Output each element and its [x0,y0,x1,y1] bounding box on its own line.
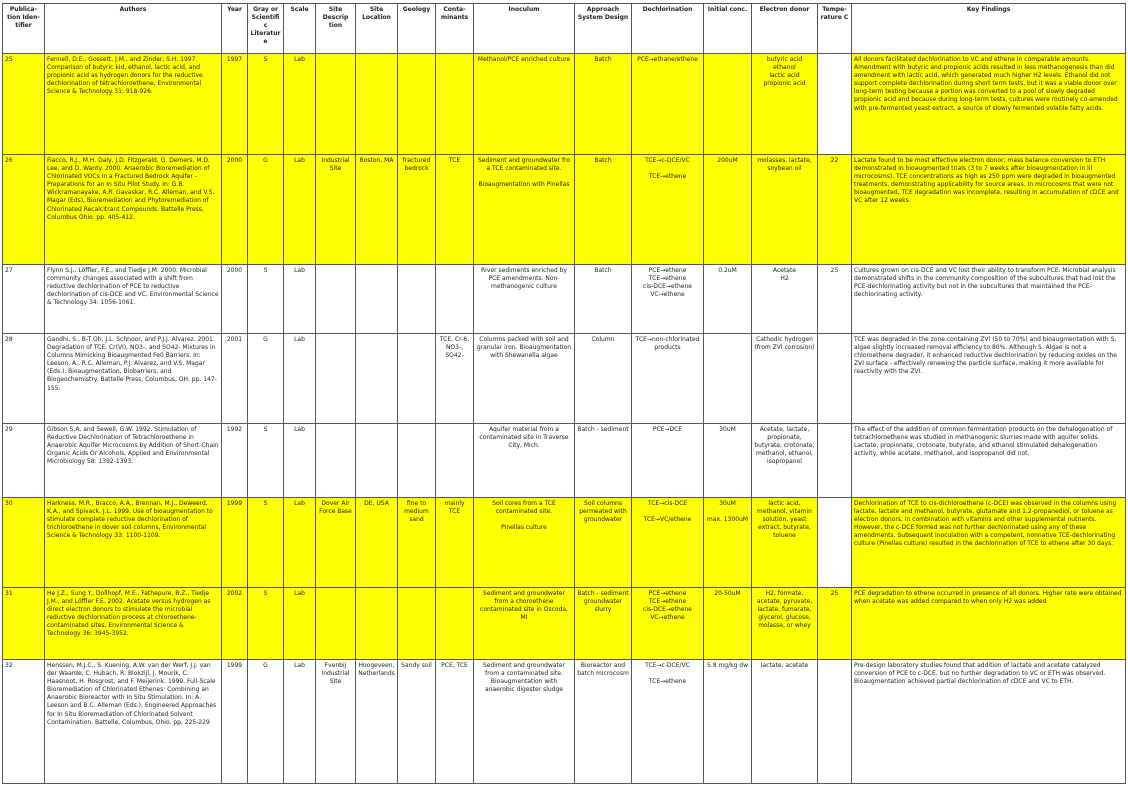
temperature-cell: 25 [818,588,852,660]
column-header: Geology [398,4,436,54]
column-header: Electron donor [752,4,818,54]
authors-cell: Flynn S.J., Löffler, F.E., and Tiedje J.M. 2000. Microbial community changes associated with a shift from reductive dechlorination of PCE to reductive dechlorination of cis-DCE and VC, Environmental Science & Technology 34: 1056-1061. [45,265,222,334]
approach-cell: Batch - sediment [575,424,632,498]
table-row [3,588,1126,660]
authors-cell: He J.Z., Sung Y., Dollhopf, M.E., Fathepure, B.Z., Tiedje J.M., and Löffler F.E. 2002. Acetate versus hydrogen as direct electron donors to stimulate the microbial reductive dechlorination process at chloroethene-contaminated sites, Environmental Science & Technology 36: 3945-3952. [45,588,222,660]
site-description-cell: Industrial Site [316,155,356,265]
literature-type-cell: G [248,334,284,424]
key-findings-cell: The effect of the addition of common fermentation products on the dehalogenation of tetrachloroethene was studied in methanogenic slurries made with aquifer solids. Lactate, propionate, crotonate, butyrate, and ethanol stimulated dehalogenation activity, while acetate, methanol, and isopropanol did not. [852,424,1126,498]
year-cell: 1997 [222,54,248,155]
column-header: Year [222,4,248,54]
initial-conc-cell: 5.8 mg/kg dw [704,660,752,784]
electron-donor-cell: Cathodic hydrogen (from ZVI corrosion) [752,334,818,424]
scale-cell: Lab [284,265,316,334]
scale-cell: Lab [284,424,316,498]
key-findings-cell: PCE degradation to ethene occurred in presence of all donors. Higher rate were obtained when acetate was added compared to when only H2 was added [852,588,1126,660]
dechlorination-cell: PCE→ethane/ethene [632,54,704,155]
temperature-cell [818,54,852,155]
initial-conc-cell [704,54,752,155]
key-findings-cell: Pre-design laboratory studies found that addition of lactate and acetate catalyzed conversion of PCE to c-DCE, but no further degradation to VC or ETH was observed. Bioaugmentation achieved partial dechlorination of cDCE and VC to ETH. [852,660,1126,784]
site-location-cell [356,54,398,155]
key-findings-cell: TCE was degraded in the zone containing ZVI (50 to 70%) and bioaugmentation with S. algae slightly increased removal efficiency to 80%. Although S. Algae is not a chloroethene degrader, it enhanced reductive dechlorination by reducing oxides on the ZVI surface - effectively renewing the particle surface, making it more available for reactivity with the ZVI. [852,334,1126,424]
site-location-cell: Boston, MA [356,155,398,265]
column-header: Scale [284,4,316,54]
literature-type-cell: S [248,588,284,660]
geology-cell: fine to medium sand [398,498,436,588]
dechlorination-cell: PCE→ethene TCE→ethene cis-DCE→ethene VC→ethene [632,588,704,660]
dechlorination-cell: PCE→ethene TCE→ethene cis-DCE→ethene VC→ethene [632,265,704,334]
electron-donor-cell: butyric acid ethanol lactic acid propionic acid [752,54,818,155]
approach-cell: Batch [575,155,632,265]
column-header: Authors [45,4,222,54]
contaminants-cell: TCE, Cr-6, NO3-, SO42- [436,334,474,424]
temperature-cell: 22 [818,155,852,265]
scale-cell: Lab [284,334,316,424]
contaminants-cell [436,588,474,660]
column-header: Initial conc. [704,4,752,54]
geology-cell [398,588,436,660]
site-description-cell: Fvenbij Industrial Site [316,660,356,784]
authors-cell: Fiacco, R.J., M.H. Daly, J.D. Fitzgerald, G. Demers, M.D. Lee, and D. Wanty. 2000. Anaerobic Bioremediation of Chlorinated VOCs in a Fractured Bedrock Aquifer - Preparations for an In Situ Pilot Study. In: G.B. Wickramanayake, A.R. Gavaskar, R.C. Alleman, and V.S. Magar (Eds), Bioremediation and Phytoremediation of Chlorinated Recalcitrant Compounds. Battelle Press, Columbus Ohio. pp. 405-412. [45,155,222,265]
literature-type-cell: S [248,265,284,334]
column-header: Tempe-rature C [818,4,852,54]
table-row [3,265,1126,334]
approach-cell: Bioreactor and batch microcosm [575,660,632,784]
year-cell: 2001 [222,334,248,424]
scale-cell: Lab [284,54,316,155]
temperature-cell: 25 [818,265,852,334]
scale-cell: Lab [284,498,316,588]
literature-type-cell: S [248,54,284,155]
year-cell: 2002 [222,588,248,660]
geology-cell [398,54,436,155]
electron-donor-cell: H2, formate, acetate, pyruvate, lactate, fumarate, glycerol, glucose, molasse, or whey [752,588,818,660]
dechlorination-cell: TCE→non-chlorinated products [632,334,704,424]
geology-cell [398,334,436,424]
electron-donor-cell: Acetate, lactate, propionate, butyrate, crotonate, methanol, ethanol, isopropanol [752,424,818,498]
scale-cell: Lab [284,155,316,265]
dechlorination-cell: PCE→DCE [632,424,704,498]
site-description-cell: Dover Air Force Base [316,498,356,588]
column-header: Inoculum [474,4,575,54]
literature-type-cell: S [248,498,284,588]
geology-cell [398,424,436,498]
authors-cell: Gibson S.A. and Sewell, G.W. 1992. Stimulation of Reductive Dechlorination of Tetrachloroethene in Anaerobic Aquifer Microcosms by Addition of Short-Chain Organic Acids Or Alcohols, Applied and Environmental Microbiology 58: 1392-1393. [45,424,222,498]
key-findings-cell: All donors facilitated dechlorination to VC and ethene in comparable amounts. Amendment with butyric and propionic acids resulted in less methanogenesis than did amendment with lactic acid, which generated much higher H2 levels. Ethanol did not support complete dechlorination during short term tests, but it was a viable donor over long-term testing because a portion was converted to a pool of slowly degraded propionic acid and because during long-term tests, cultures were routinely co-amended with pre-fermented yeast extract, a source of slowly fermented volatile fatty acids. [852,54,1126,155]
authors-cell: Henssen, M.J.C., S. Kuening, A.W. van der Werf, J.J. van der Waarde, C. Hubach, R. Blokzijl, J. Mourik, C. Haasnoot, H. Rosgrost, and F. Meijerink. 1999. Full-Scale Bioremediation of Chlorinated Ethenes: Combining an Anaerobic Bioreactor with In Situ Stimulation. In: A. Leeson and B.C. Alleman (Eds.), Engineered Approaches for In Situ Bioremediation of Chlorinated Solvent Contamination. Battelle, Columbus, Ohio. pp. 225-229 [45,660,222,784]
column-header: Key Findings [852,4,1126,54]
initial-conc-cell: 20-50uM [704,588,752,660]
inoculum-cell: Methanol/PCE enriched culture [474,54,575,155]
temperature-cell [818,424,852,498]
inoculum-cell: Soil cores from a TCE contaminated site. Pinellas culture [474,498,575,588]
column-header: Approach System Design [575,4,632,54]
table-row [3,660,1126,784]
table-row [3,54,1126,155]
authors-cell: Fennell, D.E., Gossett, J.M., and Zinder, S.H. 1997. Comparison of butyric kid, ethanol, lactic acid, and propionic acid as hydrogen donors for the reductive dechlorination of tetrachloroethene, Environmental Science & Technology 31: 918-926. [45,54,222,155]
electron-donor-cell: molasses, lactate, soybean oil [752,155,818,265]
site-location-cell [356,334,398,424]
year-cell: 1999 [222,498,248,588]
approach-cell: Column [575,334,632,424]
approach-cell: Batch - sediment groundwater slurry [575,588,632,660]
literature-type-cell: S [248,424,284,498]
site-location-cell [356,424,398,498]
contaminants-cell: PCE, TCE [436,660,474,784]
contaminants-cell [436,424,474,498]
electron-donor-cell: Acetate H2 [752,265,818,334]
literature-type-cell: G [248,660,284,784]
year-cell: 1999 [222,660,248,784]
publication-id-cell: 32 [3,660,45,784]
inoculum-cell: Sediment and groundwater from a choroethene contaminated site in Oscoda, MI [474,588,575,660]
initial-conc-cell [704,334,752,424]
key-findings-cell: Cultures grown on cis-DCE and VC lost their ability to transform PCE. Microbial analysis demonstrated shifts in the community composition of the subcultures that had lost the PCE-dechlorinating activity but not in the subcultures that maintained the PCE-dechlorinating activity. [852,265,1126,334]
contaminants-cell: mainly TCE [436,498,474,588]
electron-donor-cell: lactic acid, methanol, vitamin solution, yeast extract, butyrate, toluene [752,498,818,588]
literature-table [2,3,1126,784]
site-location-cell: DE, USA [356,498,398,588]
key-findings-cell: Dechlorination of TCE to cis-dichloroethene (c-DCE) was observed in the columns using lactate, lactate and methanol, butyrate, glutamate and 1,2-propanediol, or toluene as electron donors, in combination with vitamins and other supplemental nutrients. However, the c-DCE formed was not further dechlorinated using any of these amendments. Subsequent inoculation with a competent, nonnative TCE-dechlorinating culture (Pinellas culture) resulted in the dechlorination of TCE to ethene after 30 days. [852,498,1126,588]
publication-id-cell: 25 [3,54,45,155]
column-header: Dechlorination [632,4,704,54]
approach-cell: Soil columns permeated with groundwater [575,498,632,588]
header-row [3,4,1126,54]
site-location-cell: Hoogeveen, Netherlands [356,660,398,784]
initial-conc-cell: 30uM max. 1300uM [704,498,752,588]
site-description-cell [316,54,356,155]
geology-cell: Sandy soil [398,660,436,784]
publication-id-cell: 29 [3,424,45,498]
scale-cell: Lab [284,660,316,784]
site-description-cell [316,588,356,660]
inoculum-cell: River sediments enriched by PCE amendments. Non-methanogenic culture [474,265,575,334]
publication-id-cell: 30 [3,498,45,588]
inoculum-cell: Columns packed with soil and granular iron. Bioaugmentation with Shewanella algae [474,334,575,424]
column-header: Publica-tion Iden-tifier [3,4,45,54]
table-row [3,155,1126,265]
inoculum-cell: Sediment and groundwater fro a TCE contaminated site. Bioaugmentation with Pinellas [474,155,575,265]
key-findings-cell: Lactate found to be most effective electron donor; mass balance conversion to ETH demonstrated in bioaugmented trials (3 to 7 weeks after bioaugmentation in lil microcosms). TCE concentrations as high as 250 ppm were degraded in bioaugmented treatments, demonstrating applicability for source areas. In microcosms that were not bioaugmented, TCE degradation was incomplete, resulting in accumulation of cDCE and VC after 12 weeks. [852,155,1126,265]
table-row [3,498,1126,588]
inoculum-cell: Aquifer material from a contaminated site in Traverse City, Mich. [474,424,575,498]
dechlorination-cell: TCE→c-DCE/VC TCE→ethene [632,660,704,784]
site-location-cell [356,265,398,334]
site-description-cell [316,265,356,334]
column-header: Site Location [356,4,398,54]
temperature-cell [818,498,852,588]
year-cell: 2000 [222,265,248,334]
publication-id-cell: 31 [3,588,45,660]
publication-id-cell: 27 [3,265,45,334]
initial-conc-cell: 0.2uM [704,265,752,334]
column-header: Conta-minants [436,4,474,54]
dechlorination-cell: TCE→cis-DCE TCE→VC/ethene [632,498,704,588]
publication-id-cell: 26 [3,155,45,265]
table-body [3,54,1126,784]
scale-cell: Lab [284,588,316,660]
column-header: Site Descrip tion [316,4,356,54]
authors-cell: Harkness, M.R., Bracco, A.A., Brennan, M.J., Deweerd, K.A., and Spivack, J.L. 1999. Use of bioaugmentation to stimulate complete reductive dechlorination of trichloroethene in dover soil columns, Environmental Science & Technology 33: 1100-1109. [45,498,222,588]
table-row [3,334,1126,424]
contaminants-cell [436,54,474,155]
site-description-cell [316,334,356,424]
column-header: Gray or Scientific Literature [248,4,284,54]
geology-cell [398,265,436,334]
geology-cell: fractured bedrock [398,155,436,265]
inoculum-cell: Sediment and groundwater from a contaminated site. Bioaugmentation with anaerobic digester sludge [474,660,575,784]
temperature-cell [818,334,852,424]
temperature-cell [818,660,852,784]
table-row [3,424,1126,498]
authors-cell: Gandhi, S., B-T Oh, J.L. Schnoor, and P.J.J. Alvarez. 2001. Degradation of TCE, Cr(VI), NO3-, and SO42- Mixtures in Columns Mimicking Bioaugmented Fe0 Barriers. In: Leeson, A., R.C. Alleman, P.J. Alvarez, and V.S. Magar (Eds.), Bioaugmentation, Biobarriers, and Biogeochemistry. Battelle Press, Columbus, OH. pp. 147-155. [45,334,222,424]
site-location-cell [356,588,398,660]
publication-id-cell: 28 [3,334,45,424]
literature-type-cell: G [248,155,284,265]
initial-conc-cell: 200uM [704,155,752,265]
site-description-cell [316,424,356,498]
year-cell: 2000 [222,155,248,265]
approach-cell: Batch [575,265,632,334]
contaminants-cell: TCE [436,155,474,265]
dechlorination-cell: TCE→c-DCE/VC TCE→ethene [632,155,704,265]
approach-cell: Batch [575,54,632,155]
initial-conc-cell: 30uM [704,424,752,498]
electron-donor-cell: lactate, acetate [752,660,818,784]
year-cell: 1992 [222,424,248,498]
contaminants-cell [436,265,474,334]
